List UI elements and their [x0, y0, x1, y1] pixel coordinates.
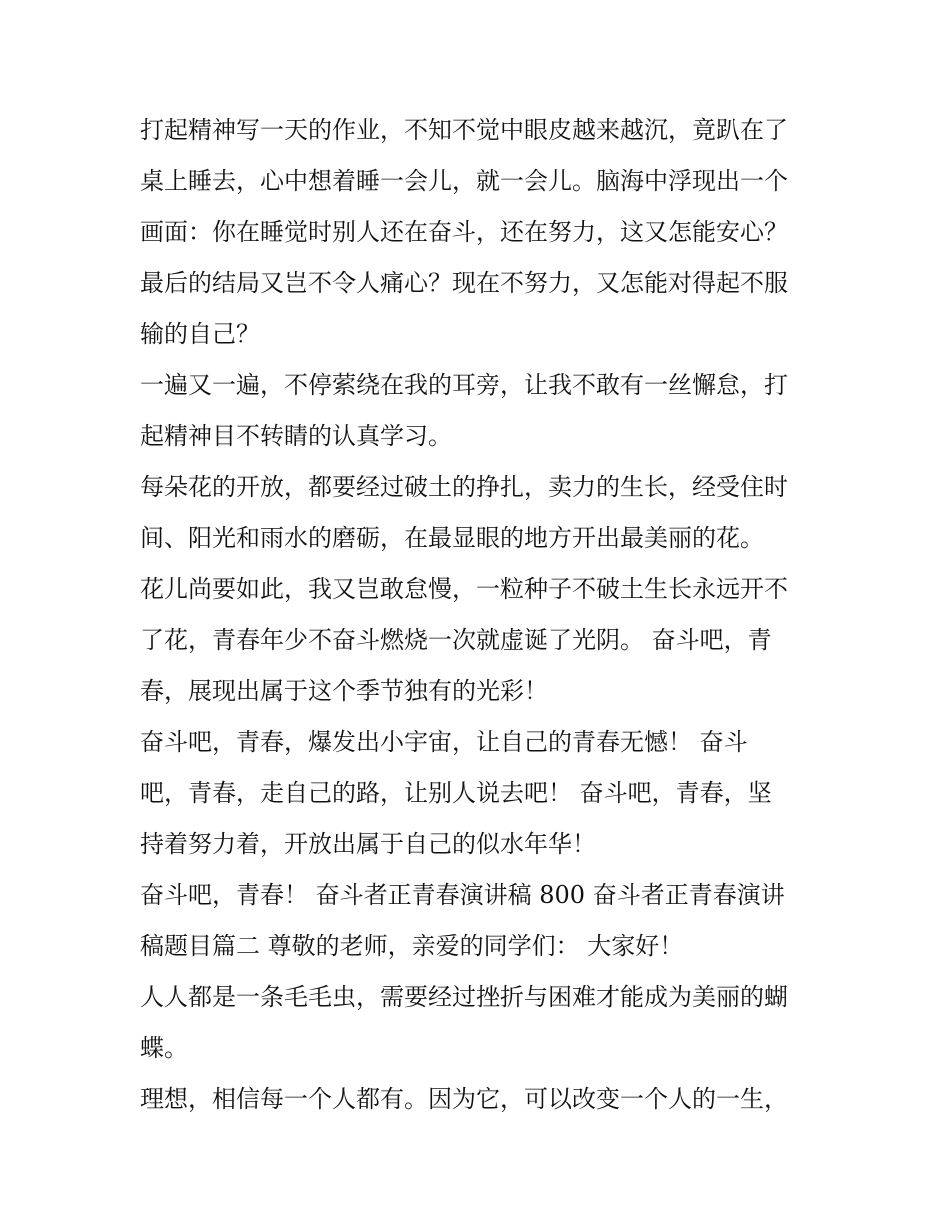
text-line: 最后的结局又岂不令人痛心？现在不努力，又怎能对得起不服 — [140, 269, 788, 297]
text-line: 春，展现出属于这个季节独有的光彩！ — [140, 677, 548, 705]
text-line: 每朵花的开放，都要经过破土的挣扎，卖力的生长，经受住时 — [140, 473, 788, 501]
text-line: 间、阳光和雨水的磨砺，在最显眼的地方开出最美丽的花。 — [140, 524, 764, 552]
body-text — [140, 105, 820, 1125]
text-line: 人人都是一条毛毛虫，需要经过挫折与困难才能成为美丽的蝴 — [140, 983, 788, 1011]
text-line: 蝶。 — [140, 1034, 188, 1062]
text-line: 奋斗吧，青春！ 奋斗者正青春演讲稿 800 奋斗者正青春演讲 — [140, 881, 785, 909]
text-line: 了花，青春年少不奋斗燃烧一次就虚诞了光阴。 奋斗吧，青 — [140, 626, 772, 654]
text-line: 奋斗吧，青春，爆发出小宇宙，让自己的青春无憾！ 奋斗 — [140, 728, 748, 756]
text-line: 吧，青春，走自己的路，让别人说去吧！ 奋斗吧，青春，坚 — [140, 779, 772, 807]
text-line: 持着努力着，开放出属于自己的似水年华！ — [140, 830, 596, 858]
text-line: 输的自己？ — [140, 320, 260, 348]
text-line: 一遍又一遍，不停萦绕在我的耳旁，让我不敢有一丝懈怠，打 — [140, 371, 788, 399]
text-line: 打起精神写一天的作业，不知不觉中眼皮越来越沉，竟趴在了 — [140, 116, 788, 144]
text-line: 起精神目不转睛的认真学习。 — [140, 422, 452, 450]
text-line: 稿题目篇二 尊敬的老师，亲爱的同学们： 大家好！ — [140, 932, 684, 960]
text-line: 桌上睡去，心中想着睡一会儿，就一会儿。脑海中浮现出一个 — [140, 167, 788, 195]
text-line: 画面：你在睡觉时别人还在奋斗，还在努力，这又怎能安心？ — [140, 218, 788, 246]
text-line: 理想，相信每一个人都有。因为它，可以改变一个人的一生， — [140, 1085, 788, 1113]
text-line: 花儿尚要如此，我又岂敢怠慢，一粒种子不破土生长永远开不 — [140, 575, 788, 603]
